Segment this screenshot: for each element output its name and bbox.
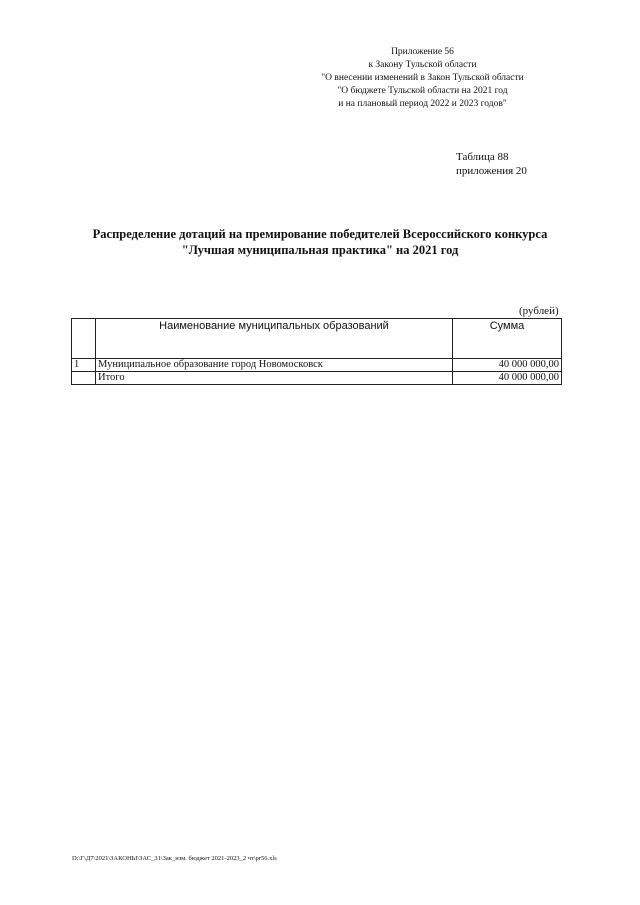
appendix-line: и на плановый период 2022 и 2023 годов" [338,99,507,109]
table-row [72,359,562,372]
table-reference-line2: приложения 20 [456,165,527,177]
appendix-line: "О бюджете Тульской области на 2021 год [337,86,508,96]
table-header-row [72,319,562,359]
table-total-row [72,372,562,385]
units-label: (рублей) [519,305,559,317]
row-name-cell: Итого [96,372,453,385]
document-title-line2: "Лучшая муниципальная практика" на 2021 год [181,243,459,257]
distribution-table [71,318,562,385]
table-reference [456,150,527,178]
header-sum-cell: Сумма [453,319,562,359]
table-reference-line1: Таблица 88 [456,151,509,163]
appendix-line: к Закону Тульской области [368,60,477,70]
row-num-cell [72,372,96,385]
appendix-line: "О внесении изменений в Закон Тульской области [321,73,524,83]
row-sum-cell: 40 000 000,00 [453,372,562,385]
row-sum-cell: 40 000 000,00 [453,359,562,372]
header-name-cell: Наименование муниципальных образований [96,319,453,359]
appendix-line: Приложение 56 [391,47,454,57]
header-num-cell [72,319,96,359]
row-name-cell: Муниципальное образование город Новомосковск [96,359,453,372]
document-title [60,226,580,258]
row-num-cell: 1 [72,359,96,372]
file-path-footer: D:\Г\Д7\2021\ЗАКОНЫ\ЗАС_31\Зак_изм. бюджет 2021-2023_2 чт\pr56.xls [72,855,277,862]
appendix-header [300,46,545,111]
document-title-line1: Распределение дотаций на премирование победителей Всероссийского конкурса [92,227,548,241]
